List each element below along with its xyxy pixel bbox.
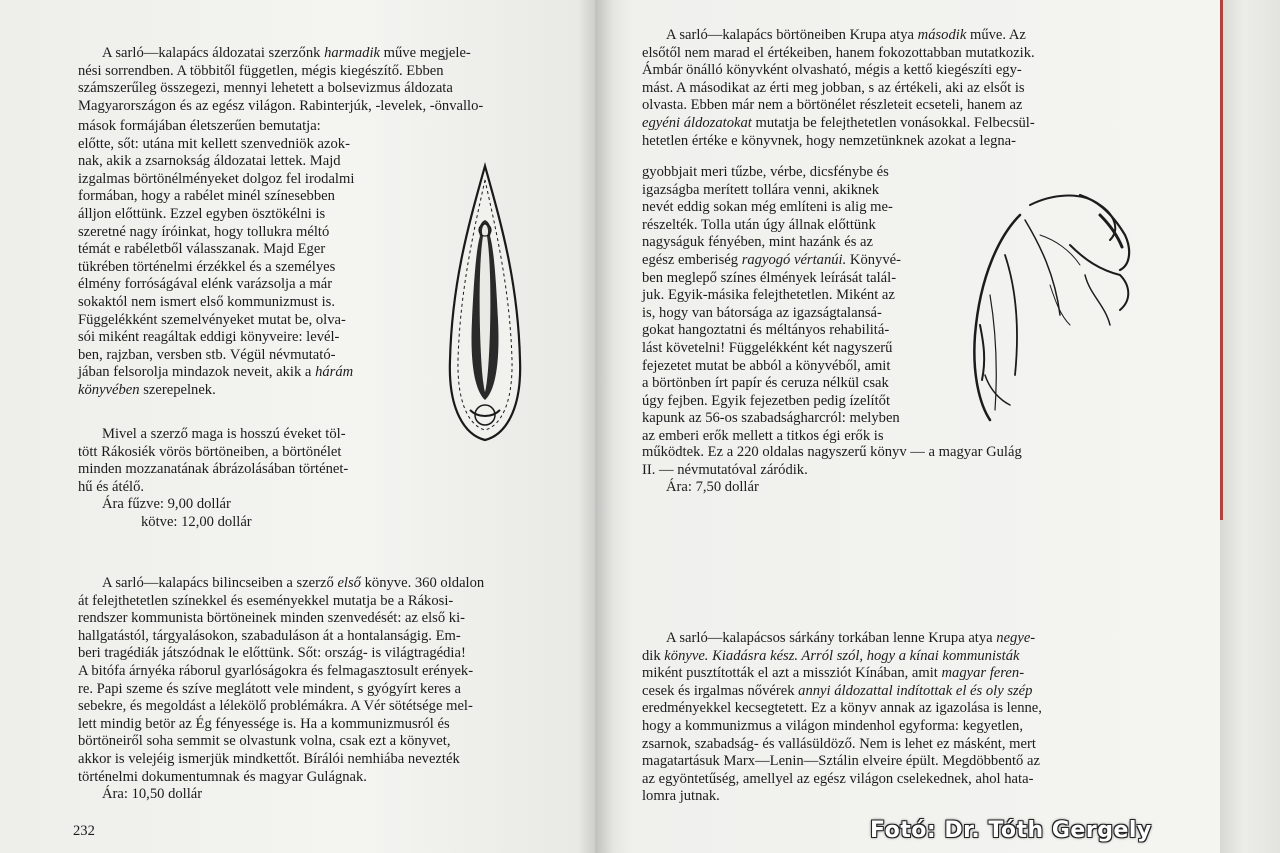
text-line: Függelékként szemelvényeket mutat be, olva- [78, 311, 346, 328]
text-line: fejezetet mutat be abból a könyvéből, amit [642, 357, 891, 374]
text-line: sebekre, és megoldást a lélekölő problémákra. A Vér sötétsége mel- [78, 698, 473, 715]
book2-price: Ára: 10,50 dollár [102, 786, 203, 803]
text-line: A sarló—kalapácsos sárkány torkában lenne Krupa atya negye- [666, 630, 1036, 646]
text-line: nak, akik a zsarnokság áldozatai lettek. Majd [78, 153, 341, 170]
text-line: ben, rajzban, versben stb. Végül névmutató- [78, 346, 336, 363]
book2-text [78, 575, 536, 786]
text-line: II. — névmutatóval záródik. [642, 461, 808, 478]
book-gutter [578, 0, 614, 853]
text-line: jában felsorolja mindazok neveit, akik a hárám [78, 364, 354, 381]
text-line: szeretné nagy íróinkat, hogy tollukra méltó [78, 223, 330, 240]
text-line: zsarnok, szabadság- és vallásüldöző. Nem is lehet ez másként, mert [642, 735, 1036, 752]
text-line: tükrében történelmi érzékkel és a személyes [78, 258, 336, 275]
book4-description [642, 630, 1112, 806]
text-line: hallgatástól, tárgyalásokon, szabaduláson át a hontalanságig. Em- [78, 627, 461, 644]
text-line: miként pusztították el azt a missziót Kínában, amit magyar feren- [642, 665, 1025, 682]
text-line: témát e rabéletből válasszanak. Majd Eger [78, 241, 326, 258]
text-line: juk. Egyik-másika felejthetetlen. Miként az [642, 287, 895, 304]
book3-tail-text [642, 444, 1108, 479]
text-line: úgy fejben. Egyik fejezetben pedig ízelítőt [642, 392, 891, 409]
text-line: élmény forróságával elénk varázsolja a már [78, 276, 333, 293]
text-line: sói miként reagáltak eddigi könyveire: levél- [78, 329, 340, 346]
text-line: mást. A másodikat az érti meg jobban, s az értékeli, aki az elsőt is [642, 79, 1025, 96]
book1-price-paperback: Ára fűzve: 9,00 dollár [102, 496, 231, 513]
book2-description [78, 575, 536, 804]
book1-description-tail [78, 426, 400, 532]
text-line: hű és átélő. [78, 478, 145, 495]
text-line: eredményekkel kecsegtetett. Ez a könyv annak az igazolása is lenne, [642, 700, 1042, 717]
text-line: A sarló—kalapács bilincseiben a szerző első könyve. 360 oldalon [102, 575, 485, 591]
book3-description-tail [642, 444, 1108, 497]
red-bookmark-edge [1220, 0, 1223, 520]
text-line: hetetlen értéke e könyvnek, hogy nemzetünknek azokat a legna- [642, 132, 1017, 149]
text-line: rendszer kommunista börtöneinek minden szenvedését: az első ki- [78, 610, 466, 627]
book1-description-main [78, 118, 400, 400]
text-line: magatartásuk Marx—Lenin—Sztálin elveire épült. Megdöbbentő az [642, 753, 1040, 770]
text-line: lett mindig betör az Ég fényessége is. Ha a kommunizmusról és [78, 715, 450, 732]
text-line: cesek és irgalmas nővérek annyi áldozattal indítottak el és oly szép [642, 682, 1033, 699]
text-line: gokat hangoztatni és méltányos rehabilitá- [642, 322, 890, 339]
page-number: 232 [73, 823, 95, 839]
text-line: formában, hogy a rabélet minél színesebben [78, 188, 335, 205]
book1-price-hardcover: kötve: 12,00 dollár [141, 513, 252, 530]
text-line: nevét eddig sokan még említeni is alig me- [642, 199, 893, 216]
book1-tail-text [78, 426, 400, 496]
text-line: álljon előttünk. Ezzel egyben ösztökélni is [78, 205, 326, 222]
text-line: az egyöntetűség, amellyel az egész világon cselekednek, ahol hata- [642, 770, 1034, 787]
text-line: tött Rákosiék vörös börtöneiben, a börtönélet [78, 443, 342, 460]
text-line: részelték. Tolla után úgy állnak előttünk [642, 216, 876, 233]
text-line: működtek. Ez a 220 oldalas nagyszerű könyv — a magyar Gulág [642, 444, 1022, 460]
text-line: egész emberiség ragyogó vértanúi. Könyvé- [642, 251, 901, 268]
madonna-illustration [440, 160, 530, 482]
sketch-illustration [960, 175, 1140, 425]
page-edge-stack [1220, 0, 1280, 853]
text-line: re. Papi szeme és szíve meglátott vele mindent, s gyógyírt keres a [78, 680, 461, 697]
text-line: Ámbár önálló könyvként olvasható, mégis a kettő kiegészíti egy- [642, 62, 1022, 79]
text-line: könyvében szerepelnek. [78, 381, 216, 398]
text-line: számszerűleg összegezi, mennyi lehetett a bolsevizmus áldozata [78, 80, 453, 97]
text-line: ben meglepő színes élmények leírását talál- [642, 269, 897, 286]
text-line: nési sorrendben. A többitől független, mégis kiegészítő. Ebben [78, 62, 444, 79]
text-line: beri tragédiák játszódnak le előttünk. Sőt: ország- is világtragédia! [78, 645, 466, 662]
text-line: A sarló—kalapács börtöneiben Krupa atya második műve. Az [666, 27, 1026, 43]
text-line: előtte, sőt: utána mit kellett szenvedniök azok- [78, 135, 350, 152]
text-line: Mivel a szerző maga is hosszú éveket töl- [102, 426, 346, 442]
text-line: mások formájában életszerűen bemutatja: [78, 118, 321, 134]
text-line: sokaktól nem ismert első kommunizmust is. [78, 293, 335, 310]
text-line: az emberi erők mellett a titkos égi erők is [642, 427, 884, 444]
text-line: A sarló—kalapács áldozatai szerzőnk harmadik műve megjele- [102, 45, 471, 61]
text-line: A bitófa árnyéka ráborul gyarlóságokra és felmagasztosult erények- [78, 662, 474, 679]
text-line: igazságba merített tollára venni, akiknek [642, 181, 880, 198]
text-line: át felejthetetlen színekkel és eseményekkel mutatja be a Rákosi- [78, 592, 454, 609]
text-line: dik könyve. Kiadásra kész. Arról szól, hogy a kínai kommunisták [642, 647, 1020, 664]
book3-price: Ára: 7,50 dollár [666, 479, 759, 496]
text-line: izgalmas börtönélményeket dolgoz fel irodalmi [78, 170, 355, 187]
text-line: nagyságuk fényében, mint hazánk és az [642, 234, 873, 251]
text-line: kapunk az 56-os szabadságharcról: melyben [642, 410, 900, 427]
text-line: egyéni áldozatokat mutatja be felejthetetlen vonásokkal. Felbecsül- [642, 114, 1035, 131]
book3-description-top [642, 27, 1104, 150]
text-line: a börtönben írt papír és ceruza nélkül csak [642, 375, 889, 392]
text-line: gyobbjait meri tűzbe, vérbe, dicsfénybe és [642, 164, 889, 180]
text-line: lomra jutnak. [642, 788, 720, 805]
photo-credit-watermark: Fotó: Dr. Tóth Gergely [870, 818, 1152, 843]
text-line: lást követelni! Függelékként két nagyszerű [642, 339, 893, 356]
text-line: börtöneiről soha semmit se olvastunk volna, csak ezt a könyvet, [78, 733, 451, 750]
text-line: történelmi dokumentumnak és magyar Gulágnak. [78, 768, 367, 785]
text-line: hogy a kommunizmus a világon mindenhol egyforma: kegyetlen, [642, 717, 1023, 734]
book1-description-top [78, 45, 541, 115]
text-line: is, hogy van bátorsága az igazságtalansá- [642, 304, 882, 321]
text-line: minden mozzanatának ábrázolásában történet- [78, 461, 349, 478]
text-line: elsőtől nem marad el értékeiben, hanem fokozottabban mutatkozik. [642, 44, 1035, 61]
text-line: Magyarországon és az egész világon. Rabinterjúk, -levelek, -önvallo- [78, 97, 484, 114]
text-line: akkor is velejéig ismerjük mindkettőt. Bírálói nemhiába nevezték [78, 750, 460, 767]
book3-description-main [642, 164, 960, 446]
text-line: olvasta. Ebben már nem a börtönélet részleteit ecseteli, hanem az [642, 97, 1023, 114]
